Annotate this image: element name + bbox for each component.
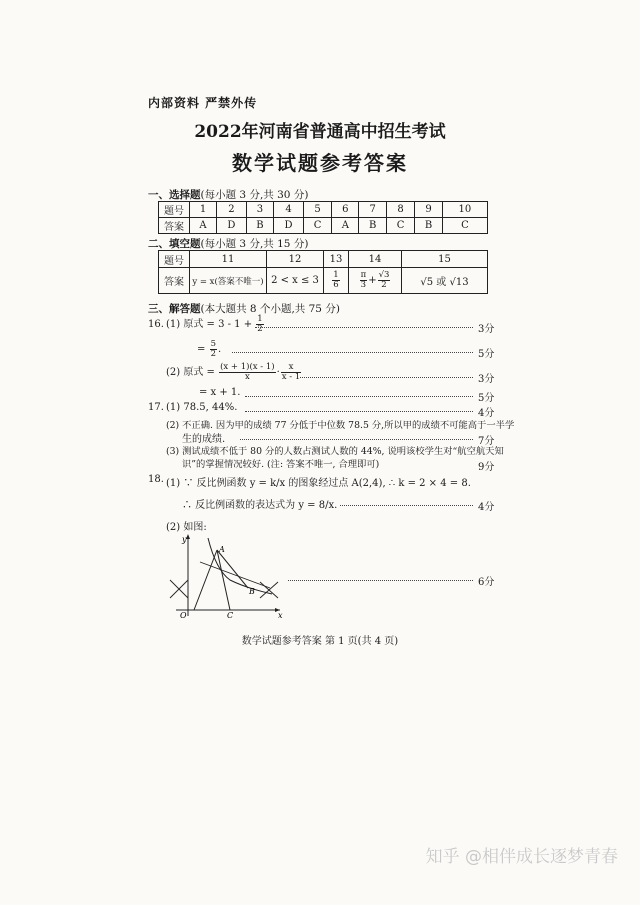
bisector-line bbox=[200, 562, 270, 588]
section-note: (每小题 3 分,共 15 分) bbox=[200, 238, 309, 250]
score-label: 3分 bbox=[478, 324, 495, 335]
row-label: 答案 bbox=[159, 268, 190, 294]
answer-cell: D bbox=[217, 218, 247, 234]
question-number: 11 bbox=[190, 251, 267, 268]
q16-part1-result bbox=[197, 340, 221, 359]
q18-part1-result: ∴ 反比例函数的表达式为 y = 8/x. bbox=[182, 500, 338, 511]
score-label: 4分 bbox=[478, 502, 495, 513]
question-number: 6 bbox=[332, 202, 359, 218]
q18-label: 18. bbox=[148, 474, 164, 485]
row-label: 题号 bbox=[159, 251, 190, 268]
fraction bbox=[219, 363, 275, 382]
numerator: √3 bbox=[378, 270, 390, 280]
answer-cell: B bbox=[359, 218, 386, 234]
x-axis-label: x bbox=[278, 611, 283, 618]
answer-cell: D bbox=[274, 218, 304, 234]
fill-blank-table bbox=[158, 250, 488, 294]
answer-cell: B bbox=[415, 218, 442, 234]
score-label: 5分 bbox=[478, 393, 495, 404]
score-label: 6分 bbox=[478, 577, 495, 588]
question-number: 3 bbox=[246, 202, 273, 218]
answer-cell: C bbox=[303, 218, 331, 234]
line-oa bbox=[194, 550, 217, 610]
fraction bbox=[360, 271, 368, 290]
page-footer: 数学试题参考答案 第 1 页(共 4 页) bbox=[241, 636, 399, 647]
denominator: 2 bbox=[381, 280, 387, 290]
y-axis-label: y bbox=[182, 535, 187, 544]
section-note: (每小题 3 分,共 30 分) bbox=[200, 189, 309, 201]
answer-cell: C bbox=[386, 218, 414, 234]
table-row bbox=[159, 202, 488, 218]
fraction bbox=[332, 271, 339, 290]
denominator: 2 bbox=[257, 324, 263, 334]
formula-text: (2) 原式 = bbox=[166, 367, 215, 378]
answer-cell: 2 < x ≤ 3 bbox=[267, 268, 324, 294]
q18-part1: (1) ∵ 反比例函数 y = k/x 的图象经过点 A(2,4), ∴ k = 2 × 4 = 8. bbox=[166, 478, 471, 489]
answer-cell: B bbox=[246, 218, 273, 234]
leader-dots bbox=[240, 439, 473, 440]
fraction bbox=[256, 315, 263, 334]
question-number: 10 bbox=[442, 202, 487, 218]
row-label: 答案 bbox=[159, 218, 190, 234]
confidential-note: 内部资料 严禁外传 bbox=[148, 96, 258, 110]
numerator: π bbox=[360, 270, 367, 280]
leader-dots bbox=[300, 377, 473, 378]
point-c-label: C bbox=[227, 611, 234, 618]
leader-dots bbox=[232, 352, 473, 353]
section-note: (本大题共 8 个小题,共 75 分) bbox=[200, 303, 340, 315]
fraction bbox=[378, 271, 391, 290]
leader-dots bbox=[255, 327, 473, 328]
answer-cell: y = x(答案不唯一) bbox=[190, 268, 267, 294]
numerator: (x + 1)(x - 1) bbox=[220, 362, 275, 372]
answer-cell: C bbox=[442, 218, 487, 234]
q16-part1 bbox=[166, 315, 265, 334]
score-label: 9分 bbox=[478, 462, 495, 473]
question-number: 9 bbox=[415, 202, 442, 218]
fraction bbox=[210, 340, 217, 359]
numerator: 1 bbox=[333, 270, 339, 280]
origin-label: O bbox=[180, 611, 187, 618]
leader-dots bbox=[340, 505, 473, 506]
construction-figure bbox=[160, 530, 285, 618]
formula-text: · bbox=[276, 367, 280, 378]
answer-cell bbox=[324, 268, 349, 294]
question-number: 14 bbox=[349, 251, 402, 268]
q16-label: 16. bbox=[148, 319, 164, 330]
answer-cell bbox=[349, 268, 402, 294]
point-a-label: A bbox=[219, 545, 225, 554]
exam-title: 2022年河南省普通高中招生考试 bbox=[194, 122, 446, 142]
question-number: 15 bbox=[402, 251, 488, 268]
question-number: 13 bbox=[324, 251, 349, 268]
fraction bbox=[281, 363, 301, 382]
score-label: 7分 bbox=[478, 436, 495, 447]
q17-part2-line2: 生的成绩. bbox=[182, 434, 226, 445]
answer-cell: A bbox=[190, 218, 217, 234]
q16-part2 bbox=[166, 363, 302, 382]
answer-cell: A bbox=[332, 218, 359, 234]
numerator: x bbox=[281, 363, 301, 373]
formula-text: . bbox=[218, 344, 222, 355]
q18-part2: (2) 如图: bbox=[166, 522, 207, 533]
section-solutions-heading bbox=[148, 301, 340, 316]
section-heading: 三、解答题 bbox=[148, 303, 201, 315]
denominator: x bbox=[244, 372, 250, 382]
answer-key-title: 数学试题参考答案 bbox=[232, 151, 408, 175]
table-row bbox=[159, 268, 488, 294]
q17-part3-line2: 识”的掌握情况较好. (注: 答案不唯一, 合理即可) bbox=[182, 459, 380, 470]
section-multiple-choice-heading bbox=[148, 187, 308, 202]
section-fill-blank-heading bbox=[148, 236, 308, 251]
section-heading: 一、选择题 bbox=[148, 189, 201, 201]
y-axis-arrow bbox=[186, 534, 190, 539]
site-watermark: 知乎 @相伴成长逐梦青春 bbox=[425, 847, 618, 867]
formula-text: = bbox=[197, 344, 206, 355]
question-number: 1 bbox=[190, 202, 217, 218]
formula-text: (1) 原式 = 3 - 1 + bbox=[166, 319, 253, 330]
line-ab bbox=[217, 550, 248, 588]
multiple-choice-table bbox=[158, 201, 488, 234]
leader-dots bbox=[245, 411, 473, 412]
leader-dots bbox=[245, 396, 473, 397]
point-b-label: B bbox=[249, 587, 255, 596]
denominator: 3 bbox=[360, 280, 367, 290]
q16-part2-result: = x + 1. bbox=[199, 387, 241, 398]
denominator: 2 bbox=[210, 349, 216, 359]
numerator: 1 bbox=[257, 314, 263, 324]
question-number: 8 bbox=[386, 202, 414, 218]
score-label: 3分 bbox=[478, 374, 495, 385]
score-label: 4分 bbox=[478, 408, 495, 419]
question-number: 12 bbox=[267, 251, 324, 268]
plus-sign: + bbox=[368, 275, 377, 286]
question-number: 4 bbox=[274, 202, 304, 218]
score-label: 5分 bbox=[478, 349, 495, 360]
table-row bbox=[159, 251, 488, 268]
table-row bbox=[159, 218, 488, 234]
denominator: 6 bbox=[333, 280, 339, 290]
line-ac bbox=[217, 550, 230, 610]
question-number: 7 bbox=[359, 202, 386, 218]
q17-label: 17. bbox=[148, 402, 164, 413]
q17-part2-line1: (2) 不正确. 因为甲的成绩 77 分低于中位数 78.5 分,所以甲的成绩不可能高于一半学 bbox=[166, 420, 515, 431]
answer-cell: √5 或 √13 bbox=[402, 268, 488, 294]
denominator: x - 1 bbox=[281, 372, 301, 382]
row-label: 题号 bbox=[159, 202, 190, 218]
q17-part1: (1) 78.5, 44%. bbox=[166, 402, 238, 413]
section-heading: 二、填空题 bbox=[148, 238, 201, 250]
numerator: 5 bbox=[210, 339, 216, 349]
question-number: 2 bbox=[217, 202, 247, 218]
question-number: 5 bbox=[303, 202, 331, 218]
leader-dots bbox=[288, 580, 473, 581]
q17-part3-line1: (3) 测试成绩不低于 80 分的人数占测试人数的 44%, 说明该校学生对“航空航天知 bbox=[166, 446, 504, 457]
